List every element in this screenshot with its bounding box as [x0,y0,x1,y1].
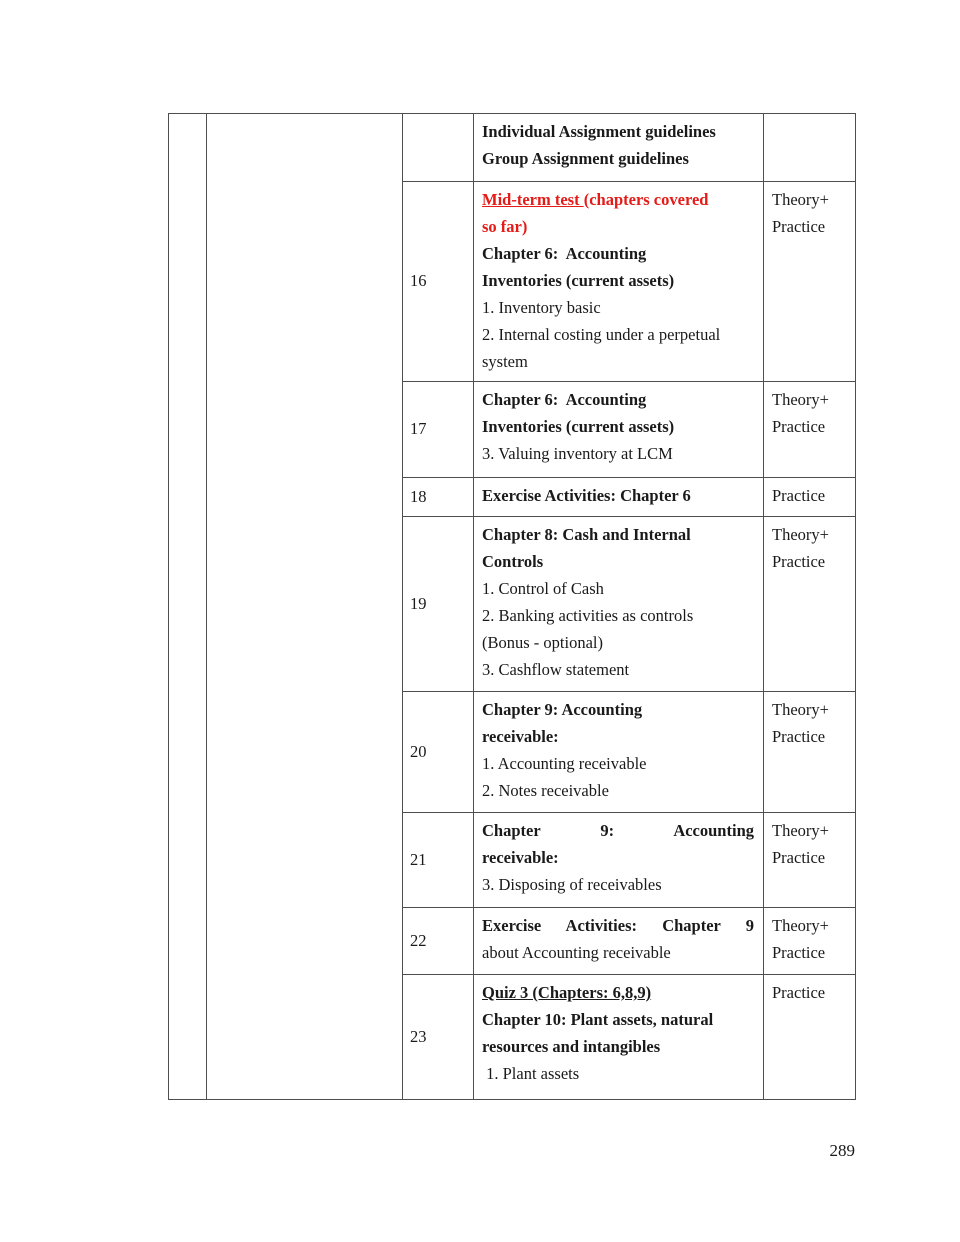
content-line [482,575,754,602]
text-segment: 2. Internal costing under a perpetual [482,325,721,344]
text-segment: receivable: [482,727,559,746]
teaching-mode-cell [764,478,856,517]
content-line [482,602,754,629]
teaching-mode-cell [764,975,856,1100]
mode-line: Practice [772,486,826,505]
mode-line: Theory+ [772,821,829,840]
week-number-cell: 19 [403,517,474,692]
content-line [482,213,754,240]
week-number-cell: 22 [403,908,474,975]
text-segment: Chapter 6: Accounting [482,244,647,263]
text-segment: Exercise Activities: Chapter 6 [482,486,691,505]
content-cell [474,382,764,478]
mode-line: Theory+ [772,700,829,719]
week-number-cell [403,114,474,182]
text-segment: Mid-term test [482,190,584,209]
text-segment: Controls [482,552,544,571]
content-line [482,629,754,656]
text-segment: receivable: [482,848,559,867]
content-line [482,696,754,723]
content-line [482,440,754,467]
text-segment: Group Assignment guidelines [482,149,689,168]
page-number: 289 [829,1141,855,1160]
content-line [482,267,754,294]
content-line [482,723,754,750]
text-segment: Quiz 3 (Chapters: 6,8,9) [482,983,652,1002]
content-line [482,844,754,871]
teaching-mode-cell [764,692,856,813]
content-line [482,777,754,804]
text-segment: (chapters covered [583,190,709,209]
empty-cell-inner [207,114,403,1100]
teaching-mode-cell [764,908,856,975]
content-cell [474,813,764,908]
text-segment: resources and intangibles [482,1037,661,1056]
mode-line: Practice [772,727,826,746]
week-number-cell: 18 [403,478,474,517]
teaching-mode-cell [764,382,856,478]
content-line [482,939,754,966]
teaching-mode-cell [764,517,856,692]
text-segment: 3. Disposing of receivables [482,875,662,894]
text-segment: about Accounting receivable [482,943,671,962]
content-line [482,348,754,375]
text-segment: Inventories (current assets) [482,417,675,436]
content-cell [474,517,764,692]
content-line [482,979,754,1006]
mode-line: Theory+ [772,525,829,544]
mode-line: Practice [772,983,826,1002]
teaching-mode-cell [764,813,856,908]
text-segment: 1. Plant assets [482,1064,580,1083]
course-schedule-table [168,113,856,1100]
content-line [482,321,754,348]
content-line [482,817,754,844]
content-line [482,750,754,777]
week-number-cell: 17 [403,382,474,478]
content-cell [474,114,764,182]
content-line [482,118,754,145]
text-segment: Exercise Activities: Chapter 9 [482,916,754,935]
text-segment: Chapter 9: Accounting [482,821,754,840]
content-line [482,912,754,939]
content-cell [474,182,764,382]
content-cell [474,908,764,975]
text-segment: Chapter 10: Plant assets, natural [482,1010,714,1029]
content-cell [474,692,764,813]
week-number-cell: 23 [403,975,474,1100]
empty-cell-outer [169,114,207,1100]
mode-line: Practice [772,943,826,962]
text-segment: 2. Notes receivable [482,781,609,800]
week-number-cell: 16 [403,182,474,382]
text-segment: Individual Assignment guidelines [482,122,716,141]
text-segment: Chapter 9: Accounting [482,700,643,719]
text-segment: 1. Control of Cash [482,579,604,598]
text-segment: 2. Banking activities as controls [482,606,694,625]
week-number-cell: 20 [403,692,474,813]
text-segment: so far) [482,217,528,236]
content-line [482,656,754,683]
content-line [482,871,754,898]
mode-line: Theory+ [772,390,829,409]
teaching-mode-cell [764,114,856,182]
mode-line: Practice [772,417,826,436]
content-line [482,240,754,267]
content-line [482,1006,754,1033]
text-segment: Chapter 8: Cash and Internal [482,525,691,544]
text-segment: (Bonus - optional) [482,633,603,652]
content-line [482,548,754,575]
teaching-mode-cell [764,182,856,382]
mode-line: Practice [772,217,826,236]
schedule-table-body [169,114,856,1100]
content-cell [474,975,764,1100]
content-line [482,294,754,321]
table-row [169,114,856,182]
text-segment: 1. Inventory basic [482,298,601,317]
mode-line: Theory+ [772,916,829,935]
week-number-cell: 21 [403,813,474,908]
content-line [482,186,754,213]
content-line [482,521,754,548]
text-segment: 1. Accounting receivable [482,754,647,773]
mode-line: Practice [772,848,826,867]
content-line [482,482,754,509]
content-line [482,1060,754,1087]
text-segment: Chapter 6: Accounting [482,390,647,409]
mode-line: Theory+ [772,190,829,209]
text-segment: system [482,352,528,371]
content-line [482,413,754,440]
content-cell [474,478,764,517]
content-line [482,1033,754,1060]
text-segment: 3. Cashflow statement [482,660,630,679]
text-segment: Inventories (current assets) [482,271,675,290]
mode-line: Practice [772,552,826,571]
content-line [482,386,754,413]
content-line [482,145,754,172]
text-segment: 3. Valuing inventory at LCM [482,444,673,463]
